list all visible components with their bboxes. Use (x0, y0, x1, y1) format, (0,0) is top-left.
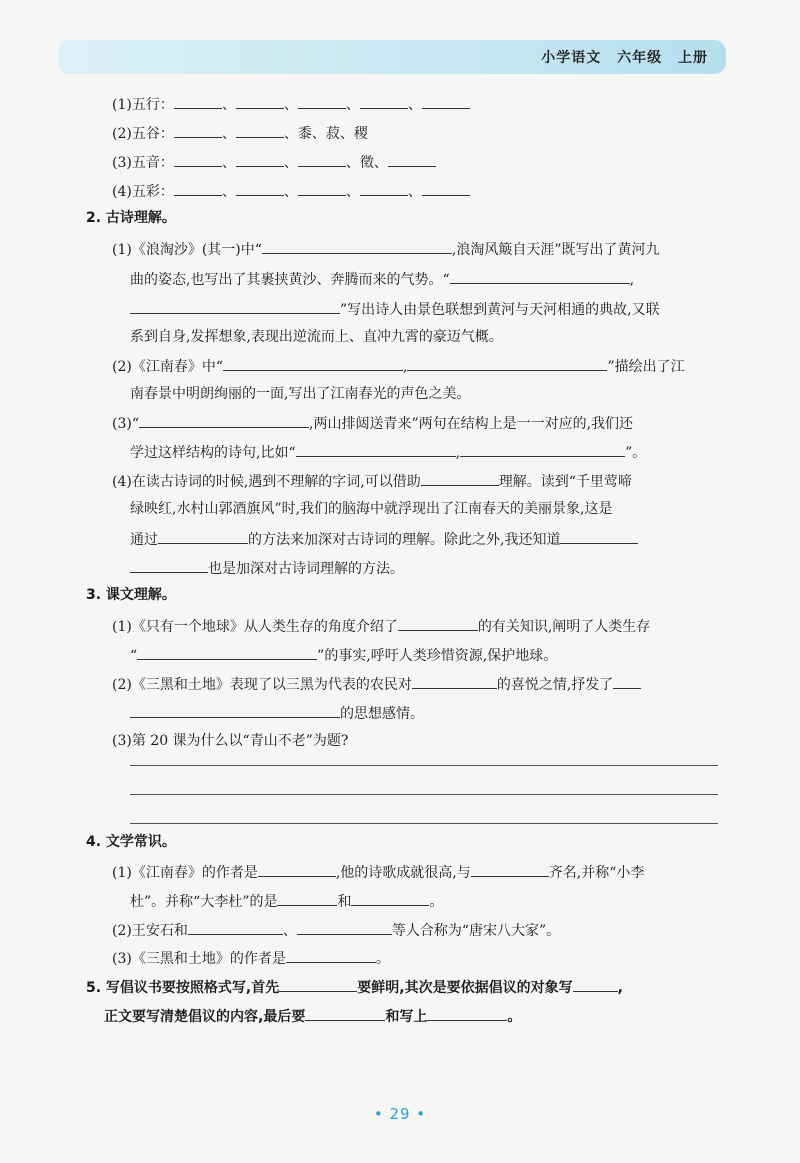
answer-line[interactable] (130, 794, 718, 795)
question-2-3-cont: 学过这样结构的诗句,比如“ , ”。 (130, 441, 646, 463)
answer-blank[interactable] (422, 180, 470, 196)
answer-blank[interactable] (236, 122, 284, 138)
section-title-5: 5. 写倡议书要按照格式写,首先 要鲜明,其次是要依据倡议的对象写 , (86, 976, 623, 998)
answer-blank[interactable] (223, 355, 403, 371)
subject-label: 小学语文 (541, 50, 602, 66)
answer-blank[interactable] (188, 919, 283, 935)
answer-blank[interactable] (174, 180, 222, 196)
question-3-2: (2)《三黑和土地》表现了以三黑为代表的农民对 的喜悦之情,抒发了 (112, 673, 641, 695)
answer-blank[interactable] (407, 355, 607, 371)
header-band (58, 40, 726, 74)
answer-blank[interactable] (174, 122, 222, 138)
answer-blank[interactable] (130, 298, 340, 314)
page-number: • 29 • (373, 1105, 427, 1123)
answer-blank[interactable] (258, 861, 336, 877)
answer-line[interactable] (130, 765, 718, 766)
answer-blank[interactable] (422, 93, 470, 109)
question-3-1: (1)《只有一个地球》从人类生存的角度介绍了 的有关知识,阐明了人类生存 (112, 615, 650, 637)
question-2-4-cont: 通过 的方法来加深对古诗词的理解。除此之外,我还知道 (130, 528, 638, 550)
q-wuxing: (1)五行： 、 、 、 、 (112, 93, 470, 115)
question-4-1-cont: 杜”。并称“大李杜”的是 和 。 (130, 890, 443, 912)
answer-blank[interactable] (130, 557, 208, 573)
answer-blank[interactable] (471, 861, 549, 877)
answer-blank[interactable] (286, 947, 376, 963)
answer-blank[interactable] (450, 268, 630, 284)
answer-blank[interactable] (139, 412, 309, 428)
answer-line[interactable] (130, 823, 718, 824)
question-3-1-cont: “ ”的事实,呼吁人类珍惜资源,保护地球。 (130, 644, 557, 666)
answer-blank[interactable] (305, 1005, 385, 1021)
question-2-3: (3)“ ,两山排闼送青来”两句在结构上是一一对应的,我们还 (112, 412, 633, 434)
answer-blank[interactable] (412, 673, 497, 689)
grade-label: 六年级 (617, 50, 663, 66)
question-3-2-cont: 的思想感情。 (130, 702, 424, 724)
question-2-4: (4)在读古诗词的时候,遇到不理解的字词,可以借助 理解。读到“千里莺啼 (112, 470, 632, 492)
answer-blank[interactable] (398, 615, 478, 631)
answer-blank[interactable] (262, 238, 452, 254)
question-2-4-cont: 也是加深对古诗词理解的方法。 (130, 557, 404, 579)
answer-blank[interactable] (360, 93, 408, 109)
question-2-1: (1)《浪淘沙》(其一)中“ ,浪淘风簸自天涯”既写出了黄河九 (112, 238, 660, 260)
answer-blank[interactable] (388, 151, 436, 167)
answer-blank[interactable] (298, 93, 346, 109)
answer-blank[interactable] (421, 470, 499, 486)
section-title-4: 4. 文学常识。 (86, 834, 176, 850)
question-4-2: (2)王安石和 、 等人合称为“唐宋八大家”。 (112, 919, 560, 941)
answer-blank[interactable] (236, 93, 284, 109)
section-title-3: 3. 课文理解。 (86, 587, 176, 603)
question-4-3: (3)《三黑和土地》的作者是 。 (112, 947, 390, 969)
answer-blank[interactable] (427, 1005, 507, 1021)
answer-blank[interactable] (236, 180, 284, 196)
question-2-2: (2)《江南春》中“ , ”描绘出了江 (112, 355, 685, 377)
question-3-3: (3)第 20 课为什么以“青山不老”为题? (112, 733, 349, 749)
answer-blank[interactable] (298, 180, 346, 196)
book-title (531, 47, 708, 67)
answer-blank[interactable] (573, 976, 618, 992)
answer-blank[interactable] (351, 890, 429, 906)
question-2-1-cont: 曲的姿态,也写出了其裹挟黄沙、奔腾而来的气势。“ , (130, 268, 634, 290)
answer-blank[interactable] (360, 180, 408, 196)
q-wucai: (4)五彩： 、 、 、 、 (112, 180, 470, 202)
section-5-cont: 正文要写清楚倡议的内容,最后要 和写上 。 (104, 1005, 521, 1027)
q-wuyin: (3)五音： 、 、 、徵、 (112, 151, 436, 173)
q-wugu: (2)五谷： 、 、黍、菽、稷 (112, 122, 368, 144)
answer-blank[interactable] (174, 93, 222, 109)
answer-blank[interactable] (296, 441, 456, 457)
answer-blank[interactable] (460, 441, 625, 457)
question-2-1-cont: ”写出诗人由景色联想到黄河与天河相通的典故,又联 (130, 298, 660, 320)
answer-blank[interactable] (277, 890, 337, 906)
question-2-2-cont: 南春景中明朗绚丽的一面,写出了江南春光的声色之美。 (130, 386, 471, 402)
question-2-4-cont: 绿映红,水村山郭酒旗风”时,我们的脑海中就浮现出了江南春天的美丽景象,这是 (130, 501, 613, 517)
question-4-1: (1)《江南春》的作者是 ,他的诗歌成就很高,与 齐名,并称“小李 (112, 861, 644, 883)
answer-blank[interactable] (236, 151, 284, 167)
answer-blank[interactable] (297, 919, 392, 935)
answer-blank[interactable] (130, 702, 340, 718)
question-2-1-cont: 系到自身,发挥想象,表现出逆流而上、直冲九霄的豪迈气概。 (130, 329, 503, 345)
answer-blank[interactable] (174, 151, 222, 167)
answer-blank[interactable] (137, 644, 317, 660)
answer-blank[interactable] (298, 151, 346, 167)
answer-blank[interactable] (560, 528, 638, 544)
answer-blank[interactable] (279, 976, 357, 992)
answer-blank[interactable] (158, 528, 248, 544)
volume-label: 上册 (678, 50, 708, 66)
answer-blank[interactable] (613, 673, 641, 689)
section-title-2: 2. 古诗理解。 (86, 210, 176, 226)
